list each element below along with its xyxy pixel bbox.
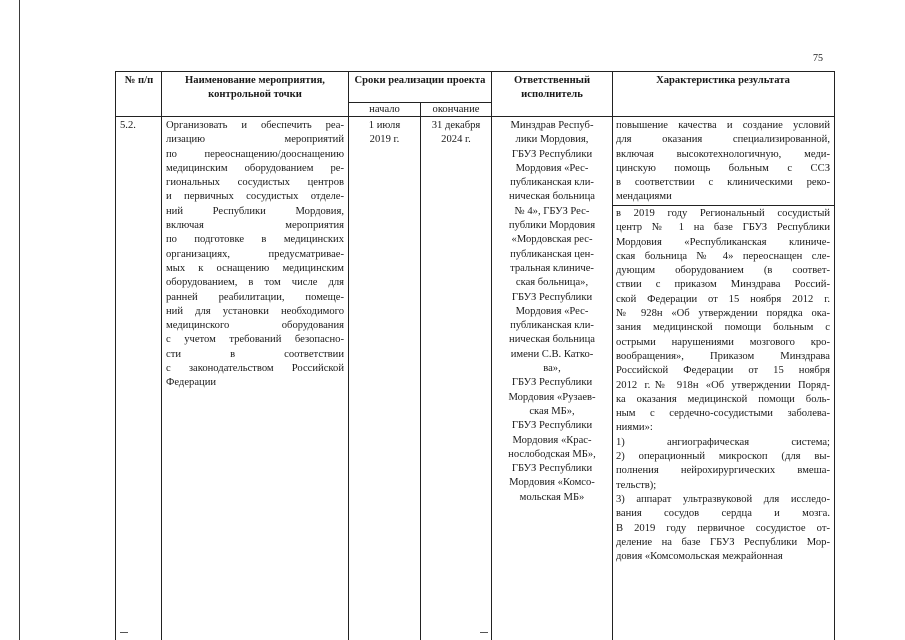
col-divider-1 bbox=[161, 71, 162, 640]
executor-line: тральная клиниче- bbox=[510, 262, 594, 274]
result-line: тельств); bbox=[616, 479, 657, 491]
activity-name-line: с учетом требований безопасно- bbox=[166, 334, 344, 346]
result-line: ниями»: bbox=[616, 422, 653, 434]
header-start: начало bbox=[369, 104, 400, 115]
executor-line: Мордовия «Рес- bbox=[515, 305, 589, 317]
start-date-line: 1 июля bbox=[368, 120, 401, 131]
activity-name-line: включая мероприятия bbox=[166, 220, 344, 232]
result-line: деление на базе ГБУЗ Республики Мор- bbox=[616, 536, 830, 548]
result-line: центр № 1 на базе ГБУЗ Республики bbox=[616, 222, 830, 234]
result-line: ным с сердечно-сосудистыми заболева- bbox=[616, 408, 830, 420]
executor-line: публиканская кли- bbox=[510, 320, 594, 332]
executor-line: ГБУЗ Республики bbox=[511, 463, 593, 475]
result-line: дующим оборудованием (в соответ- bbox=[616, 265, 830, 277]
result-line: включая высокотехнологичную, меди- bbox=[616, 148, 830, 160]
header-name: Наименование мероприятия, контрольной точки bbox=[185, 75, 325, 100]
bottom-mark-1 bbox=[120, 632, 128, 633]
activity-name-line: с законодательством Российской bbox=[166, 363, 344, 375]
result-line: вообращения», Приказом Минздрава bbox=[616, 350, 830, 362]
activity-name bbox=[166, 119, 344, 391]
executor-line: публиканская кли- bbox=[510, 177, 594, 189]
executor-line: ническая больница bbox=[509, 191, 595, 203]
result-line: Российской Федерации от 15 ноября bbox=[616, 365, 830, 377]
activity-name-line: лизацию мероприятий bbox=[166, 134, 344, 146]
executor-line: Минздрав Респуб- bbox=[510, 120, 594, 131]
activity-name-line: Федерации bbox=[166, 377, 217, 389]
page-edge-line bbox=[19, 0, 20, 640]
result-characteristic-1 bbox=[616, 119, 830, 205]
result-line: полнения нейрохирургических вмеша- bbox=[616, 465, 830, 477]
activity-name-line: по переоснащению/дооснащению bbox=[166, 148, 344, 160]
executor-line: «Мордовская рес- bbox=[511, 234, 593, 246]
result-line: в соответствии с клиническими реко- bbox=[616, 177, 830, 189]
result-line: 1) ангиографическая система; bbox=[616, 436, 830, 448]
executor-line: ГБУЗ Республики bbox=[511, 420, 593, 432]
activity-name-line: оборудованием, в том числе для bbox=[166, 277, 344, 289]
result-line: зания медицинской помощи больным с bbox=[616, 322, 830, 334]
table-left-border bbox=[115, 71, 116, 640]
activity-name-line: по подготовке в медицинских bbox=[166, 234, 344, 246]
executor-line: Мордовия «Рес- bbox=[515, 162, 589, 174]
executor-line: ва», bbox=[543, 363, 561, 375]
result-line: довия «Комсомольская межрайонная bbox=[616, 551, 783, 563]
result-line: ка оказания медицинской помощи боль- bbox=[616, 393, 830, 405]
col-divider-4 bbox=[491, 71, 492, 640]
activity-name-line: медицинского оборудования bbox=[166, 320, 344, 332]
executor-line: Мордовия «Комсо- bbox=[509, 477, 595, 489]
col-divider-5 bbox=[612, 71, 613, 640]
executor-line: Мордовия «Крас- bbox=[512, 434, 592, 446]
activity-name-line: ранней реабилитации, помеще- bbox=[166, 291, 344, 303]
end-date bbox=[421, 119, 491, 148]
executor-line: Мордовия «Рузаев- bbox=[508, 391, 596, 403]
activity-name-line: медицинским оборудованием ре- bbox=[166, 162, 344, 174]
table-right-border bbox=[834, 71, 835, 640]
activity-name-line: гиональных сосудистых центров bbox=[166, 177, 344, 189]
executor-line: лики Мордовия, bbox=[515, 134, 589, 146]
page-number: 75 bbox=[813, 53, 823, 64]
result-line: ская больница № 4» переоснащен сле- bbox=[616, 250, 830, 262]
executor-line: публиканская цен- bbox=[510, 248, 594, 260]
result-line: Мордовия «Республиканская клиниче- bbox=[616, 236, 830, 248]
result-line: 2) операционный микроскоп (для вы- bbox=[616, 451, 830, 463]
result-line: ствии с приказом Минздрава Россий- bbox=[616, 279, 830, 291]
result-line: В 2019 году первичное сосудистое от- bbox=[616, 522, 830, 534]
header-num: № п/п bbox=[124, 75, 154, 86]
executor-line: нослободская МБ», bbox=[508, 448, 596, 460]
result-line: вания сосудов сердца и мозга. bbox=[616, 508, 830, 520]
activity-name-line: ний для установки необходимого bbox=[166, 305, 344, 317]
executor-line: ская больница», bbox=[515, 277, 589, 289]
start-date bbox=[349, 119, 420, 148]
activity-name-line: организациях, предусматривае- bbox=[166, 248, 344, 260]
header-result: Характеристика результата bbox=[656, 75, 790, 86]
result-line: для оказания специализированной, bbox=[616, 134, 830, 146]
executor-line: ская МБ», bbox=[529, 405, 575, 417]
result-line: в 2019 году Региональный сосудистый bbox=[616, 208, 830, 219]
executor-line: ГБУЗ Республики bbox=[511, 148, 593, 160]
activity-name-line: и первичных сосудистых отделе- bbox=[166, 191, 344, 203]
result-characteristic-2 bbox=[616, 207, 830, 564]
result-divider-line bbox=[612, 205, 834, 206]
result-line: цинскую помощь больным с ССЗ bbox=[616, 162, 830, 174]
executor-line: мольская МБ» bbox=[519, 491, 585, 503]
col-divider-3 bbox=[420, 102, 421, 640]
result-line: 2012 г.№ 918н «Об утверждении Поряд- bbox=[616, 379, 830, 391]
col-divider-2 bbox=[348, 71, 349, 640]
result-line: мендациями bbox=[616, 191, 672, 203]
end-date-line: 31 декабря bbox=[431, 120, 481, 131]
activity-name-line: сти в соответствии bbox=[166, 348, 344, 360]
table-top-border bbox=[115, 71, 834, 72]
row-num: 5.2. bbox=[120, 120, 136, 131]
result-line: ской Федерации от 15 ноября 2012 г. bbox=[616, 293, 830, 305]
start-date-line: 2019 г. bbox=[369, 134, 400, 146]
result-line: острыми нарушениями мозгового кро- bbox=[616, 336, 830, 348]
executor-line: имени С.В. Катко- bbox=[510, 348, 594, 360]
header-terms: Сроки реализации проекта bbox=[354, 75, 486, 86]
result-line: 3) аппарат ультразвуковой для исследо- bbox=[616, 493, 830, 505]
header-executor: Ответственный исполнитель bbox=[513, 75, 591, 100]
activity-name-line: ний Республики Мордовия, bbox=[166, 205, 344, 217]
header-end: окончание bbox=[432, 104, 480, 115]
executor-line: ГБУЗ Республики bbox=[511, 377, 593, 389]
executor-line: ническая больница bbox=[509, 334, 595, 346]
executor-line: ГБУЗ Республики bbox=[511, 291, 593, 303]
executor-line: публики Мордовия bbox=[508, 220, 596, 232]
activity-name-line: мых к оснащению медицинским bbox=[166, 262, 344, 274]
responsible-executor bbox=[493, 119, 611, 505]
end-date-line: 2024 г. bbox=[441, 134, 471, 146]
activity-name-line: Организовать и обеспечить реа- bbox=[166, 120, 344, 131]
executor-line: № 4», ГБУЗ Рес- bbox=[514, 205, 590, 217]
bottom-mark-2 bbox=[480, 632, 488, 633]
result-line: повышение качества и создание условий bbox=[616, 120, 830, 131]
result-line: № 928н «Об утверждении порядка ока- bbox=[616, 308, 830, 320]
